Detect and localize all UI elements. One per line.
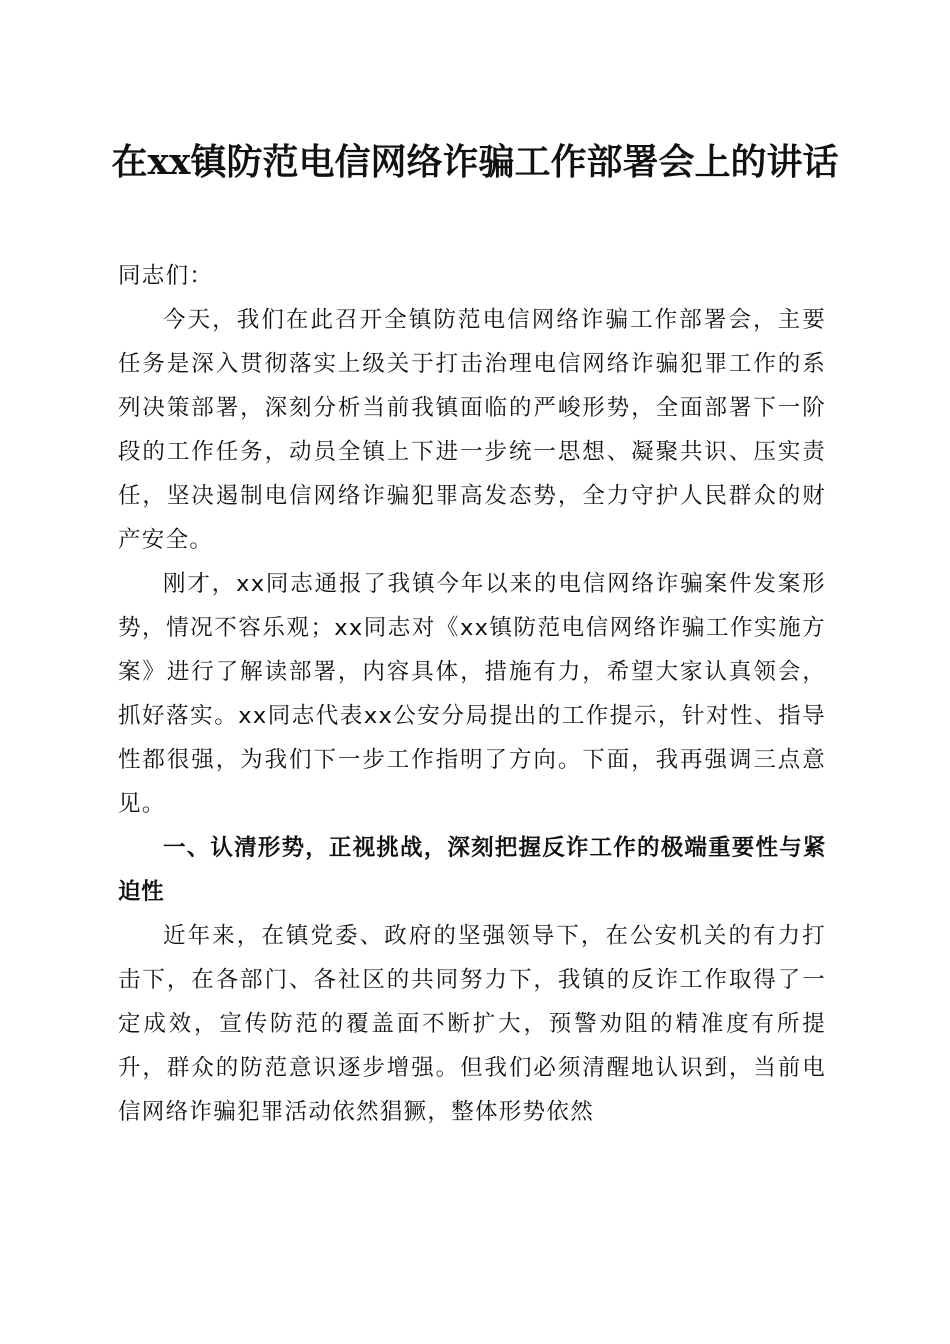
paragraph-section-1: 近年来，在镇党委、政府的坚强领导下，在公安机关的有力打击下，在各部门、各社区的共同努力下，我镇的反诈工作取得了一定成效，宣传防范的覆盖面不断扩大，预警劝阻的精准度有所提升，群众的防范意识逐步增强。但我们必须清醒地认识到，当前电信网络诈骗犯罪活动依然猖獗，整体形势依然 bbox=[118, 923, 826, 1125]
paragraph-opening: 今天，我们在此召开全镇防范电信网络诈骗工作部署会，主要任务是深入贯彻落实上级关于打击治理电信网络诈骗犯罪工作的系列决策部署，深刻分析当前我镇面临的严峻形势，全面部署下一阶段的工作任务，动员全镇上下进一步统一思想、凝聚共识、压实责任，坚决遏制电信网络诈骗犯罪高发态势，全力守护人民群众的财产安全。 bbox=[118, 307, 826, 553]
section-heading-1: 一、认清形势，正视挑战，深刻把握反诈工作的极端重要性与紧迫性 bbox=[118, 835, 826, 905]
document-title: 在xx镇防范电信网络诈骗工作部署会上的讲话 bbox=[111, 141, 839, 183]
paragraph-summary: 刚才，xx同志通报了我镇今年以来的电信网络诈骗案件发案形势，情况不容乐观；xx同志对《xx镇防范电信网络诈骗工作实施方案》进行了解读部署，内容具体，措施有力，希望大家认真领会，抓好落实。xx同志代表xx公安分局提出的工作提示，针对性、指导性都很强，为我们下一步工作指明了方向。下面，我再强调三点意见。 bbox=[118, 571, 826, 817]
salutation: 同志们： bbox=[118, 263, 214, 289]
document-body bbox=[118, 254, 826, 1134]
